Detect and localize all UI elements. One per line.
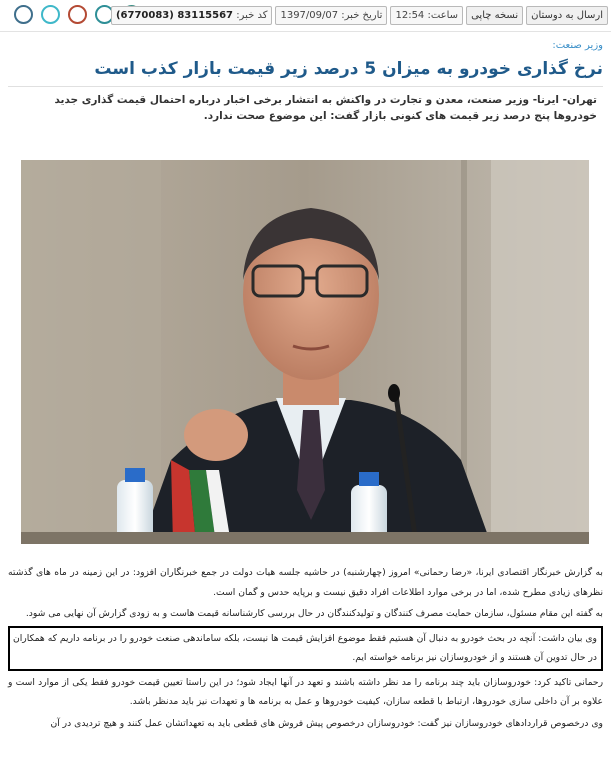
article-body — [8, 563, 603, 735]
news-date-value: 1397/09/07 — [280, 10, 339, 21]
article-kicker: وزیر صنعت: — [552, 40, 603, 51]
top-toolbar — [0, 0, 611, 32]
print-button[interactable]: نسخه چاپی — [466, 6, 523, 25]
toolbar-divider — [0, 31, 611, 32]
share-circle-1[interactable] — [14, 5, 33, 24]
news-time-label: ساعت: — [427, 10, 459, 21]
article-photo — [21, 160, 589, 544]
share-circle-2[interactable] — [41, 5, 60, 24]
article-lead: تهران- ایرنا- وزیر صنعت، معدن و تجارت در واکنش به انتشار برخی اخبار درباره احتمال قیمت گذاری جدید خودروها پنج درصد زیر قیمت های کنونی بازار گفت: این موضوع صحت ندارد. — [54, 94, 597, 122]
news-code — [111, 6, 273, 25]
photo-illustration — [21, 160, 589, 544]
news-date-label: تاریخ خبر: — [341, 10, 383, 21]
news-time — [390, 6, 463, 25]
title-divider — [8, 86, 603, 87]
paragraph-4: رحمانی تاکید کرد: خودروسازان باید چند برنامه را مد نظر داشته باشند و تعهد در آنها ایجاد شود؛ در این راستا تعیین قیمت خودرو فقط یکی از موارد است و علاوه بر آن داخلی سازی خودروها، ارتباط با قطعه سازان، کیفیت خودروها و عمل به برنامه ها و تعهدات نیز باید مدنظر باشد. — [8, 676, 603, 707]
paragraph-5: وی درخصوص قراردادهای خودروسازان نیز گفت: خودروسازان درخصوص پیش فروش های قطعی باید به تعهداتشان عمل کنند و هیچ تردیدی در آن — [50, 717, 603, 729]
send-to-friends-button[interactable]: ارسال به دوستان — [526, 6, 608, 25]
highlighted-paragraph: وی بیان داشت: آنچه در بحث خودرو به دنبال آن هستیم فقط موضوع افزایش قیمت ها نیست، بلکه ساماندهی صنعت خودرو را در برنامه داریم که همکاران در حال تدوین آن هستند و از خودروسازان نیز برنامه خواسته ایم. — [8, 626, 603, 671]
paragraph-2: به گفته این مقام مسئول، سازمان حمایت مصرف کنندگان و تولیدکنندگان در حال بررسی کارشناسانه قیمت هاست و به زودی گزارش آن نهایی می شود. — [25, 608, 603, 619]
news-time-value: 12:54 — [395, 10, 425, 21]
paragraph-1: به گزارش خبرنگار اقتصادی ایرنا، «رضا رحمانی» امروز (چهارشنبه) در حاشیه جلسه هیات دولت در جمع خبرنگاران افزود: در این زمینه در ماه های گذشته نظرهای زیادی مطرح شده، اما در برخی موارد اطلاعات افراد دقیق نیست و برپایه حدس و گمان است. — [8, 567, 603, 598]
news-meta — [111, 6, 608, 25]
article-title: نرخ گذاری خودرو به میزان 5 درصد زیر قیمت بازار کذب است — [94, 59, 603, 79]
news-date — [275, 6, 387, 25]
share-circle-3[interactable] — [68, 5, 87, 24]
news-code-label: کد خبر: — [236, 10, 268, 21]
news-code-value: 83115567 (6770083) — [115, 10, 233, 21]
